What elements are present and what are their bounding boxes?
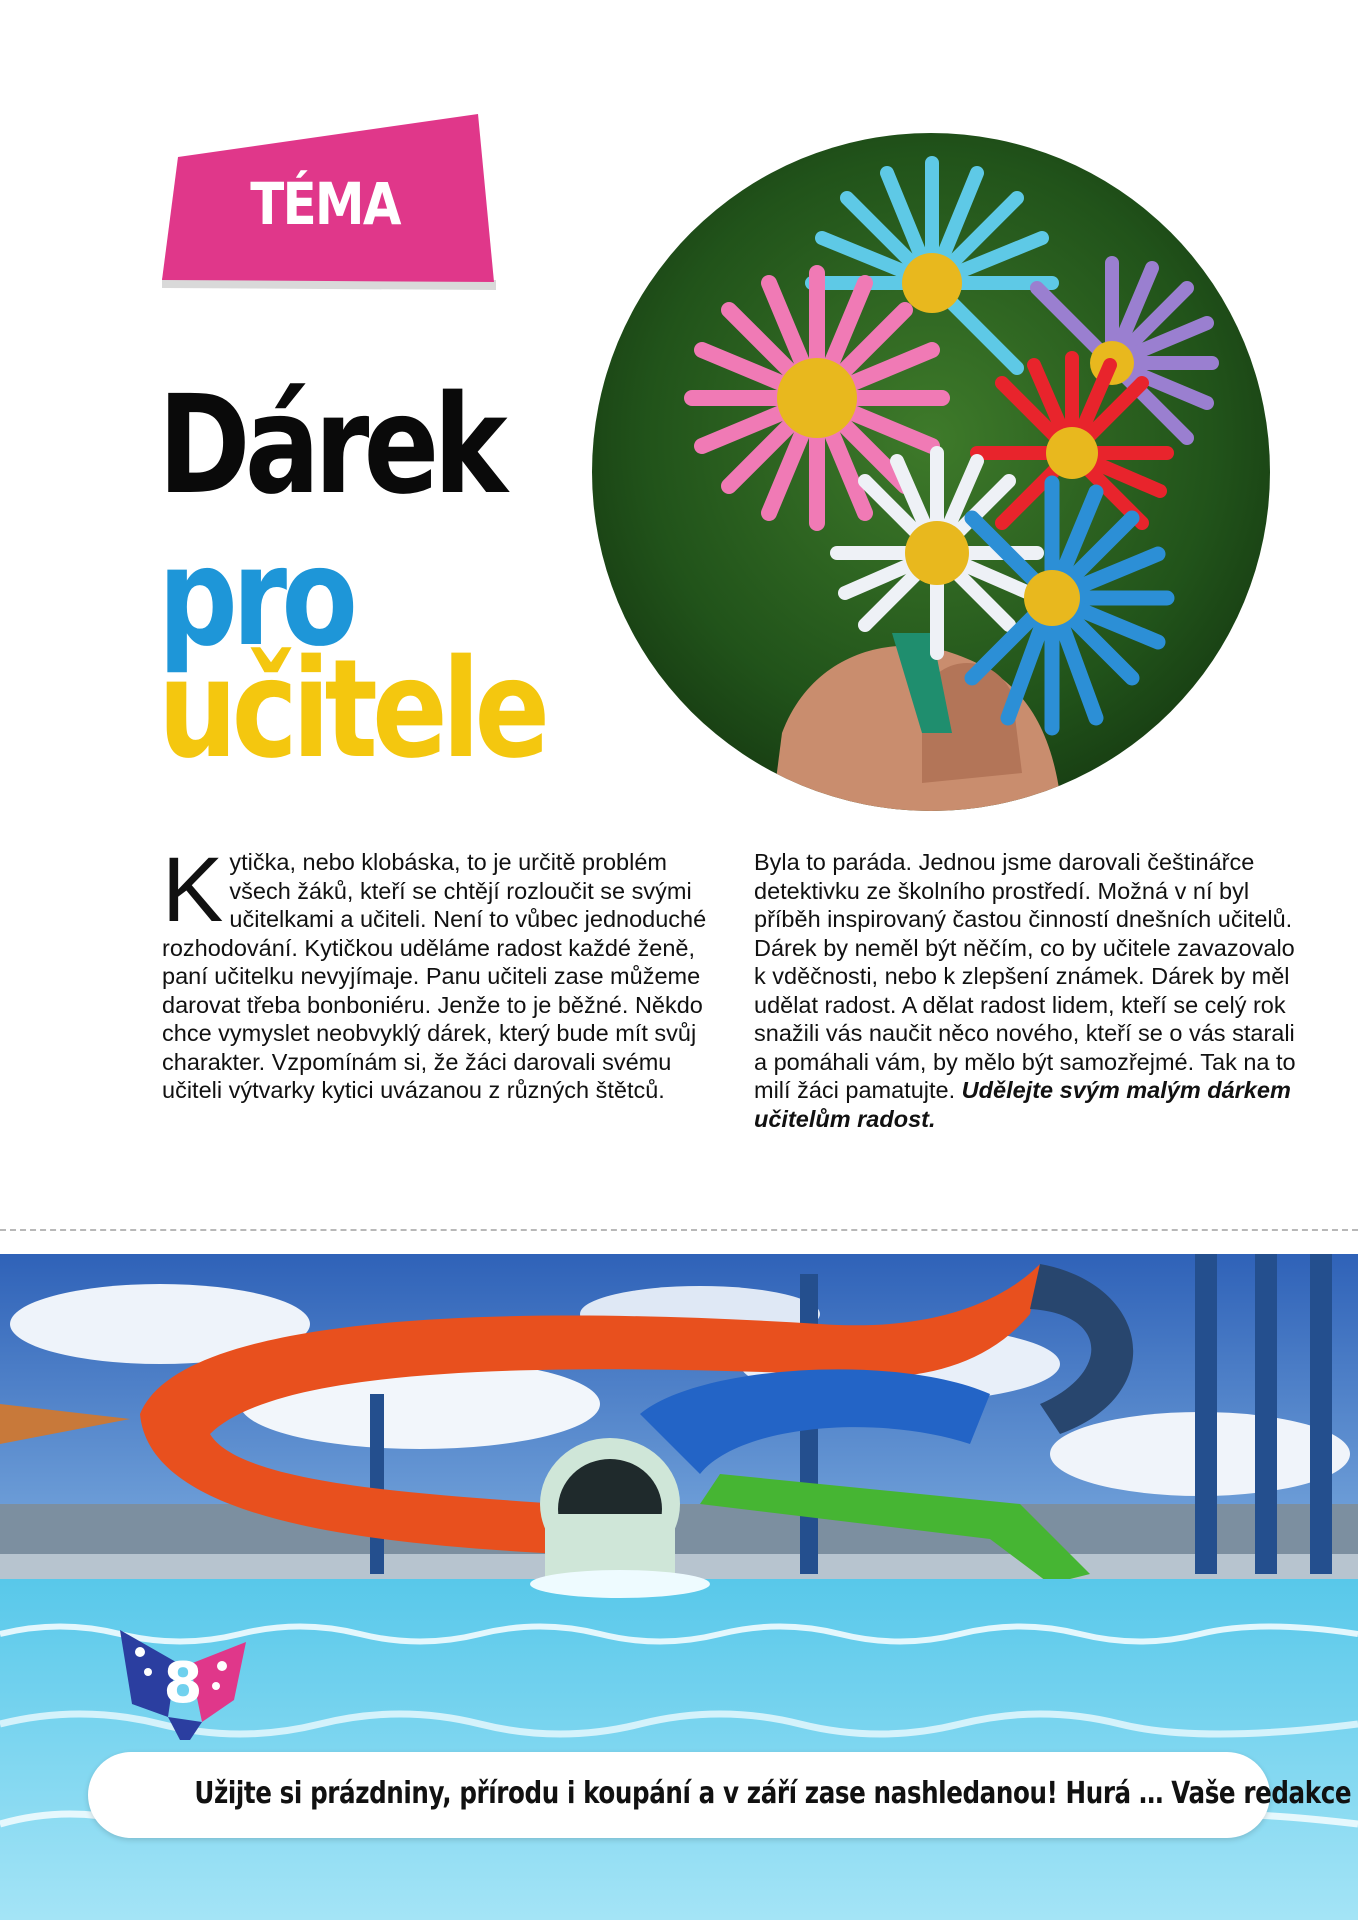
dashed-divider xyxy=(0,1229,1358,1231)
article-column-1 xyxy=(162,839,707,1105)
farewell-banner xyxy=(88,1752,1352,1838)
section-tag xyxy=(160,112,500,294)
article-column-1-text: ytička, nebo klobáska, to je určitě problém všech žáků, kteří se chtějí rozloučit se svými učitelkami a učiteli. Není to vůbec jednoduché rozhodování. Kytičkou uděláme radost každé ženě, paní učitelku nevyjímaje. Panu učiteli zase můžeme darovat třeba bonboniéru. Jenže to je běžné. Někdo chce vymyslet neobvyklý dárek, který bude mít svůj charakter. Vzpomínám si, že žáci darovali svému učiteli výtvarky kytici uvázanou z různých štětců. xyxy=(162,849,707,1103)
magazine-logo-icon xyxy=(118,1622,248,1742)
section-tag-label: TÉMA xyxy=(250,170,400,238)
drop-cap: K xyxy=(162,839,224,941)
title-line-1: Dárek xyxy=(158,367,502,525)
article-column-2-text: Byla to paráda. Jednou jsme darovali češtinářce detektivku ze školního prostředí. Možná v ní byl příběh inspirovaný častou činností dnešních učitelů. Dárek by neměl být něčím, co by učitele zavazovalo k vděčnosti, nebo k zlepšení známek. Dárek by měl udělat radost. A dělat radost lidem, kteří se celý rok snažili vás naučit něco nového, kteří se o vás starali a pomáhali vám, by mělo být samozřejmé. Tak na to milí žáci pamatujte. xyxy=(754,849,1296,1103)
article-emphasis: Udělejte svým malým dárkem učitelům radost. xyxy=(754,1077,1291,1132)
logo-number: 8 xyxy=(163,1651,203,1716)
farewell-banner-text: Užijte si prázdniny, přírodu i koupání a v září zase nashledanou! Hurá … Vaše redakce xyxy=(194,1776,1352,1811)
flowers-photo xyxy=(592,133,1270,811)
title-line-2: pro xyxy=(158,519,353,677)
article-column-2 xyxy=(754,848,1302,1133)
title-line-3: učitele xyxy=(158,631,545,789)
